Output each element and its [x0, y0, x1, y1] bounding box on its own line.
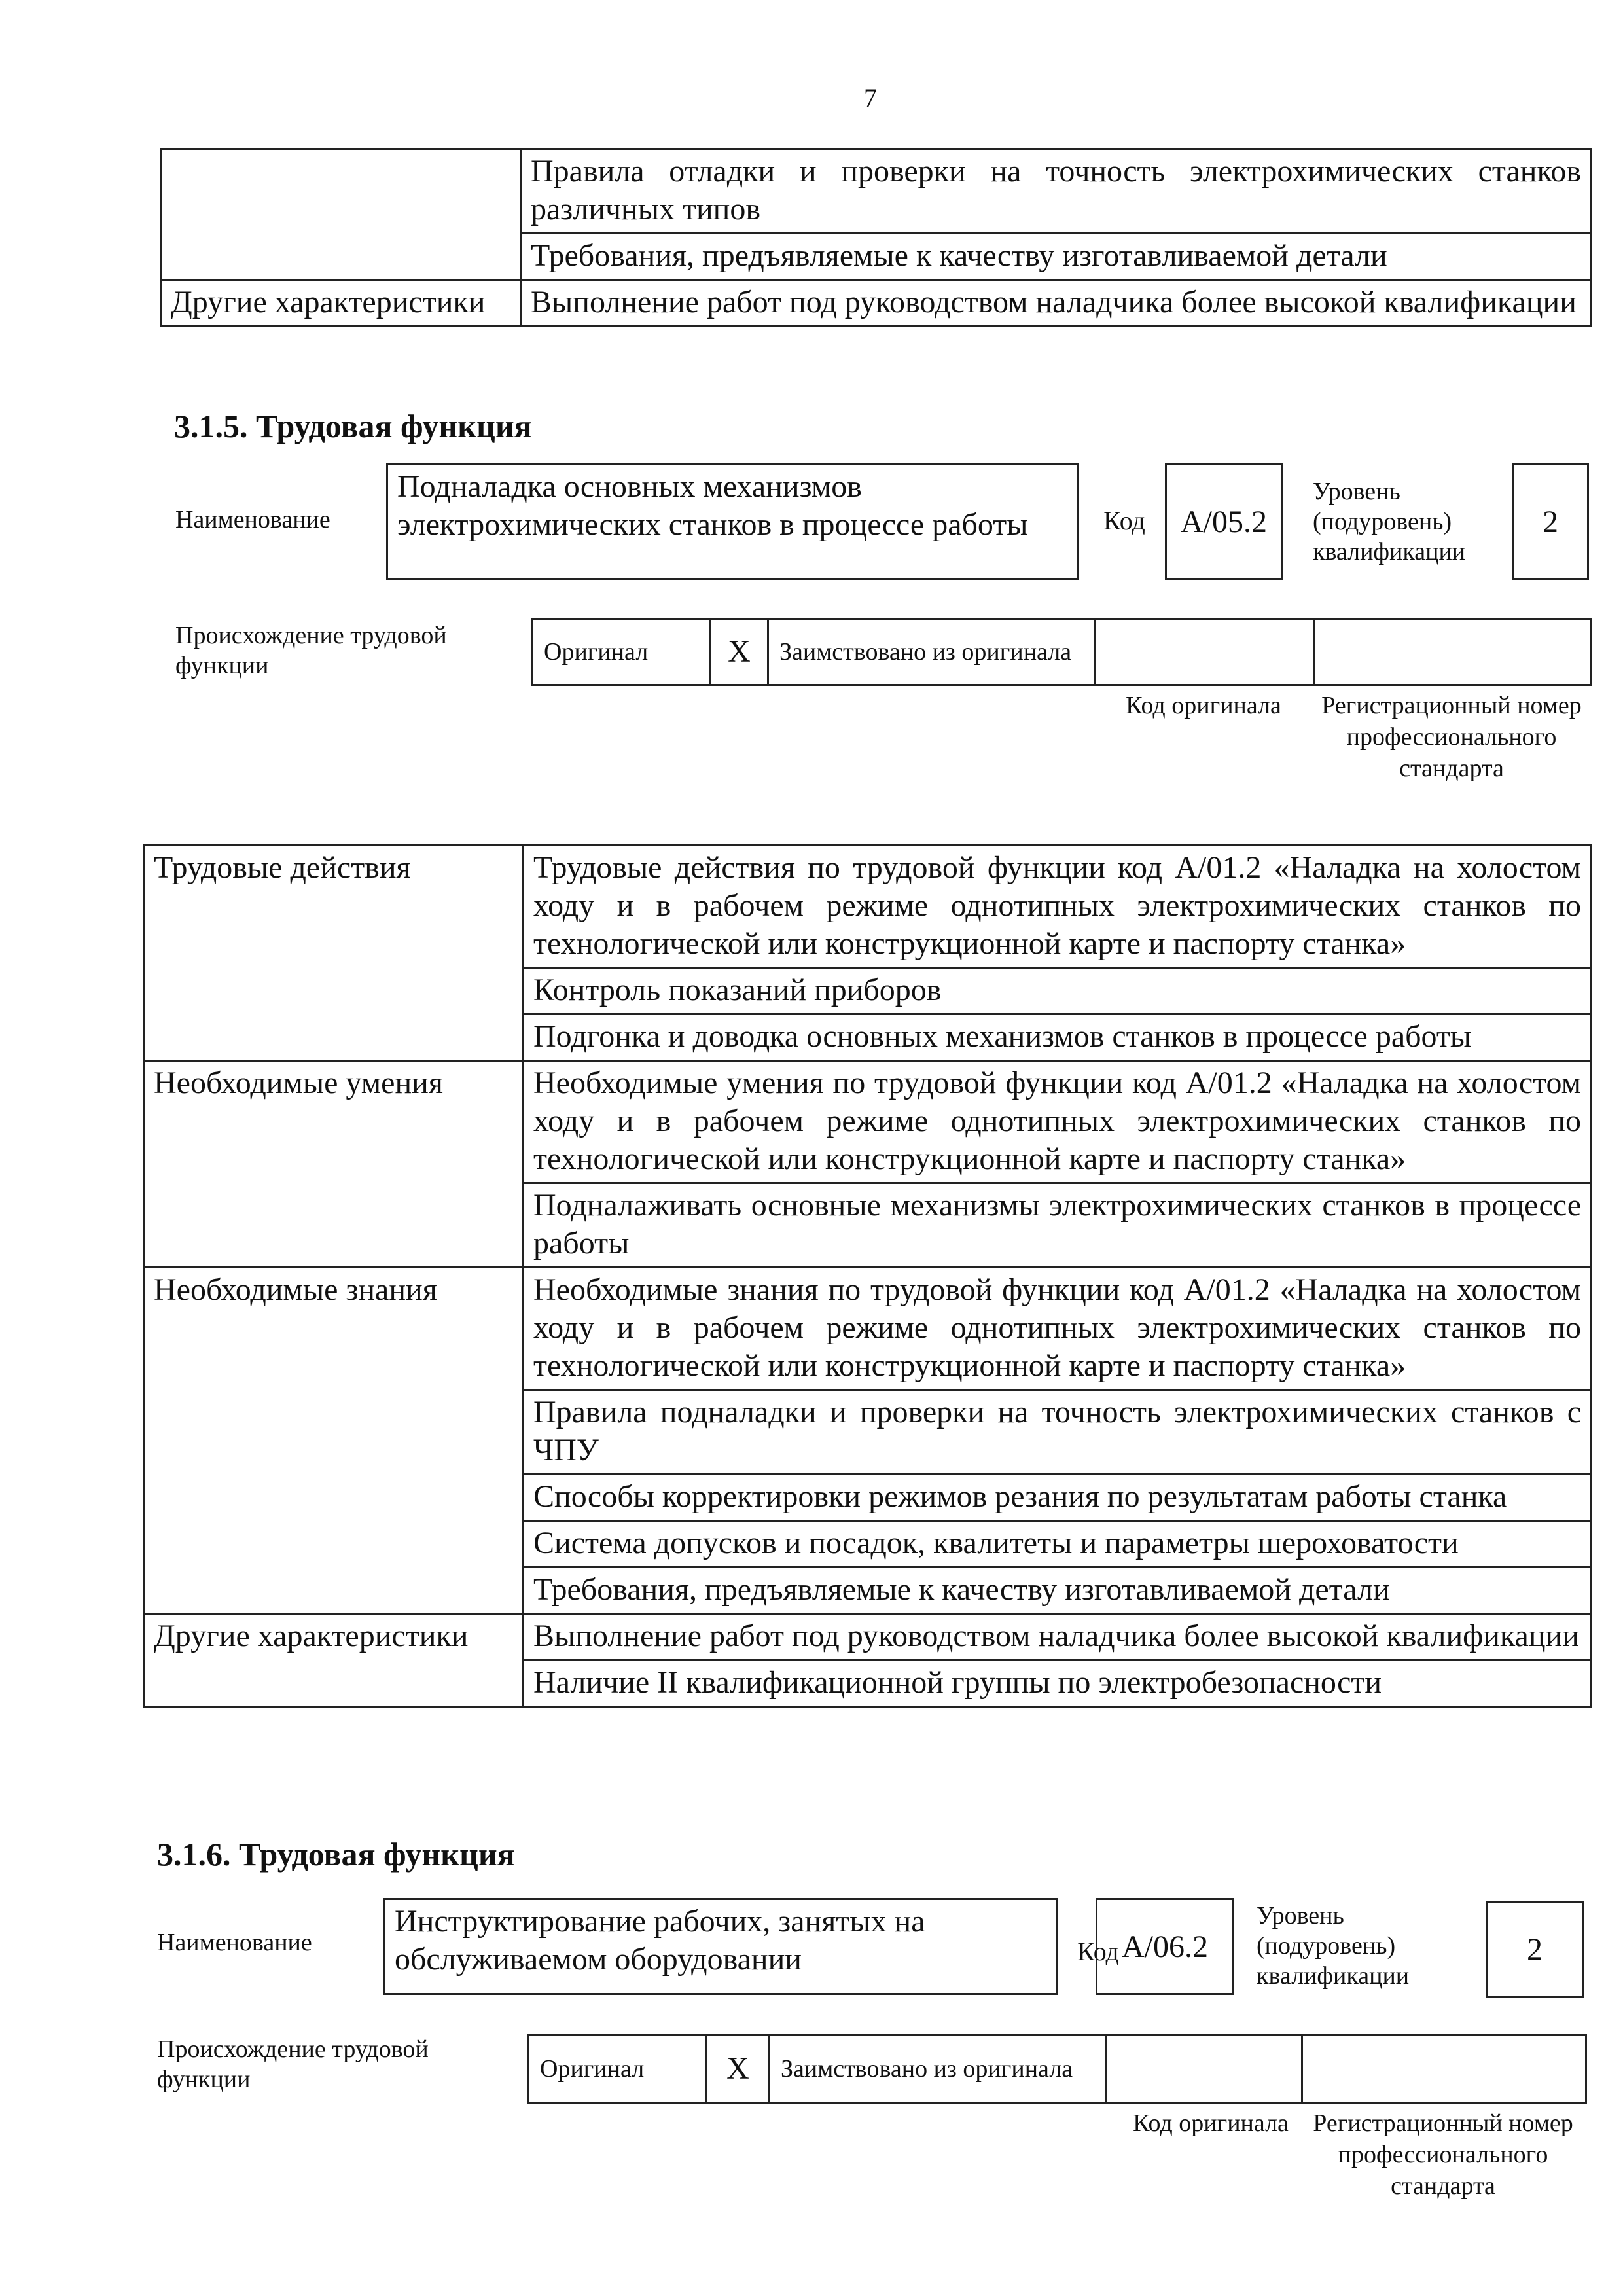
table-row: [144, 1614, 1592, 1660]
code-value: A/06.2: [1122, 1929, 1208, 1964]
table-cell: Наличие II квалификационной группы по электробезопасности: [524, 1660, 1592, 1707]
level-box: [1512, 463, 1589, 580]
origin-code-cell: [1096, 619, 1314, 685]
name-label: Наименование: [175, 506, 330, 533]
table-cell: Выполнение работ под руководством наладчика более высокой квалификации: [521, 280, 1592, 327]
table-row: [144, 1061, 1592, 1183]
table-cell: Необходимые умения по трудовой функции код A/01.2 «Наладка на холостом ходу и в рабочем режиме однотипных электрохимических станков по технологической или конструкционной карте и паспорту станка»: [524, 1061, 1592, 1183]
table-cell: Требования, предъявляемые к качеству изготавливаемой детали: [524, 1568, 1592, 1614]
origin-table: [531, 618, 1592, 686]
section-title-316: 3.1.6. Трудовая функция: [157, 1836, 515, 1873]
code-original-caption: Код оригинала: [1126, 692, 1281, 719]
row-label-other: Другие характеристики: [144, 1614, 524, 1707]
table-cell-label-empty: [161, 149, 521, 280]
origin-reg-number-cell: [1314, 619, 1592, 685]
table-cell: Трудовые действия по трудовой функции код A/01.2 «Наладка на холостом ходу и в рабочем режиме однотипных электрохимических станков по технологической или конструкционной карте и паспорту станка»: [524, 846, 1592, 968]
origin-borrowed-label: Заимствовано из оригинала: [768, 619, 1096, 685]
reg-number-caption: Регистрационный номер профессионального стандарта: [1321, 692, 1582, 782]
table-row: [144, 1268, 1592, 1390]
table-cell: Правила отладки и проверки на точность электрохимических станков различных типов: [521, 149, 1592, 234]
row-label-skills: Необходимые умения: [144, 1061, 524, 1268]
origin-original-mark: X: [711, 619, 768, 685]
code-label: Код: [1103, 506, 1145, 535]
table-row: [529, 2036, 1586, 2103]
table-cell: Требования, предъявляемые к качеству изготавливаемой детали: [521, 234, 1592, 280]
row-label-other: Другие характеристики: [161, 280, 521, 327]
function-name-box: Подналадка основных механизмов электрохимических станков в процессе работы: [386, 463, 1079, 580]
origin-original-label: Оригинал: [533, 619, 711, 685]
code-original-caption: Код оригинала: [1133, 2109, 1289, 2137]
level-label-line: квалификации: [1257, 1962, 1410, 1990]
row-label-labor-actions: Трудовые действия: [144, 846, 524, 1061]
origin-reg-number-cell: [1302, 2036, 1586, 2103]
origin-original-mark: X: [707, 2036, 770, 2103]
top-table: [160, 148, 1592, 327]
table-cell: Способы корректировки режимов резания по результатам работы станка: [524, 1475, 1592, 1521]
code-value: A/05.2: [1181, 504, 1267, 539]
code-box: [1096, 1898, 1234, 1995]
origin-code-cell: [1106, 2036, 1302, 2103]
level-value: 2: [1543, 504, 1558, 539]
level-box: [1486, 1901, 1584, 1998]
origin-original-label: Оригинал: [529, 2036, 707, 2103]
level-label-line: (подуровень): [1313, 508, 1452, 535]
code-box: [1165, 463, 1283, 580]
table-row: [533, 619, 1592, 685]
level-label-line: квалификации: [1313, 538, 1466, 565]
level-label: [1313, 476, 1509, 567]
table-cell: Правила подналадки и проверки на точность электрохимических станков с ЧПУ: [524, 1390, 1592, 1475]
origin-borrowed-label: Заимствовано из оригинала: [770, 2036, 1106, 2103]
name-label: Наименование: [157, 1929, 312, 1956]
table-row: [161, 149, 1592, 234]
table-cell: Выполнение работ под руководством наладчика более высокой квалификации: [524, 1614, 1592, 1660]
table-cell: Подналаживать основные механизмы электрохимических станков в процессе работы: [524, 1183, 1592, 1268]
level-label-line: Уровень: [1313, 478, 1400, 505]
table-cell: Подгонка и доводка основных механизмов станков в процессе работы: [524, 1014, 1592, 1061]
table-cell: Система допусков и посадок, квалитеты и параметры шероховатости: [524, 1521, 1592, 1568]
code-label: Код: [1077, 1937, 1119, 1966]
origin-label: Происхождение трудовой функции: [157, 2036, 429, 2093]
reg-number-caption: Регистрационный номер профессионального стандарта: [1313, 2109, 1573, 2200]
section-title-315: 3.1.5. Трудовая функция: [174, 408, 532, 444]
level-label: [1257, 1901, 1453, 1991]
level-label-line: (подуровень): [1257, 1932, 1396, 1960]
row-label-knowledge: Необходимые знания: [144, 1268, 524, 1614]
table-row: [144, 846, 1592, 968]
table-cell: Контроль показаний приборов: [524, 968, 1592, 1014]
table-row: [161, 280, 1592, 327]
function-name-box: Инструктирование рабочих, занятых на обслуживаемом оборудовании: [383, 1898, 1058, 1995]
table-cell: Необходимые знания по трудовой функции код A/01.2 «Наладка на холостом ходу и в рабочем режиме однотипных электрохимических станков по технологической или конструкционной карте и паспорту станка»: [524, 1268, 1592, 1390]
origin-label: Происхождение трудовой функции: [175, 622, 447, 679]
level-value: 2: [1527, 1931, 1543, 1967]
main-table: [143, 844, 1592, 1708]
page-number: 7: [864, 83, 877, 113]
origin-table: [527, 2034, 1587, 2104]
level-label-line: Уровень: [1257, 1902, 1344, 1929]
